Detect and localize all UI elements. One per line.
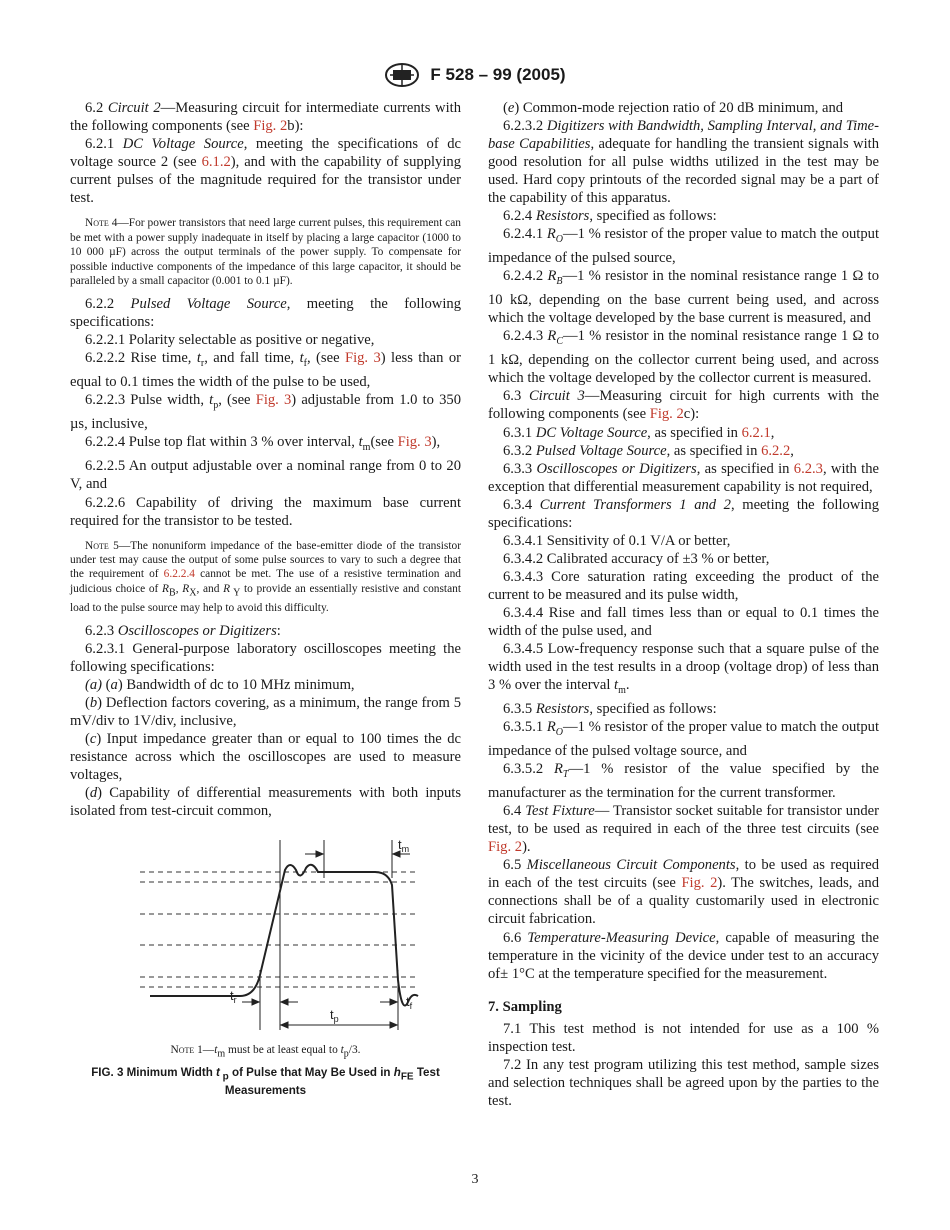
para-6-3-4-2: 6.3.4.2 Calibrated accuracy of ±3 % or better, [503, 550, 770, 567]
label-tf: $t_f$ [406, 994, 413, 1012]
para-6-2-4-1: 6.2.4.1 $R_O—1$ % resistor of the proper value to match the output impedance of the pulsed source, [488, 226, 880, 267]
label-tr: $t_r$ [230, 988, 237, 1006]
para-6-2-2-4: 6.2.2.4 Pulse top flat within 3 % over interval, $t_m(see$ Fig. 3), [85, 434, 441, 454]
item-a: (a) (a) Bandwidth of dc to 10 MHz minimum, [85, 677, 355, 694]
para-7-2: 7.2 In any test program utilizing this test method, sample sizes and selection techniques shall be agreed upon by the parties to the test. [488, 1056, 879, 1109]
xref-fig3[interactable]: Fig. 3 [255, 392, 292, 409]
note-5: Note 5—The nonuniform impedance of the base-emitter diode of the transistor under test may cause the output of some pulse sources to vary to such a degree that the requirement of 6.2.2.4 cannot be met. The use of a resistive termination and judicious choice of $R_B$, $R_X$, and R $_Y$ to provide an essentially resistive and constant load to the pulse source may help to avoid this difficulty. [70, 539, 461, 614]
para-6-2-3-2: 6.2.3.2 Digitizers with Bandwidth, Sampling Interval, and Time-base Capabilities, adequate for handling the transient signals with good resolution for all pulse widths utilized in the test may be used. Hard copy printouts of the recorded signal may be a part of the capability of this apparatus. [488, 118, 879, 207]
label-tp: $t_p$ [330, 1007, 339, 1025]
page-header [0, 62, 950, 88]
xref-6-2-3[interactable]: 6.2.3 [793, 460, 823, 477]
section-7-heading: 7. Sampling [488, 998, 562, 1015]
xref-fig2[interactable]: Fig. 2 [253, 118, 288, 135]
para-6-3-5-2: 6.3.5.2 $R_T—1$ % resistor of the value specified by the manufacturer as the termination for the current transformer. [488, 761, 880, 802]
xref-6-2-1[interactable]: 6.2.1 [741, 424, 771, 441]
para-6-3-4-5: 6.3.4.5 Low-frequency response such that a square pulse of the width used in the test results in a droop (voltage drop) of less than 3 % over the interval $t_m$. [488, 641, 879, 697]
para-6-2-2-3: 6.2.2.3 Pulse width, $t_p$, (see Fig. 3) adjustable from 1.0 to 350 µs, inclusive, [70, 392, 462, 433]
para-6-2-3: 6.2.3 Oscilloscopes or Digitizers: [85, 622, 281, 639]
para-6-2-2: 6.2.2 Pulsed Voltage Source, meeting the following specifications: [70, 296, 461, 331]
para-6-3-3: 6.3.3 Oscilloscopes or Digitizers, as specified in 6.2.3, with the exception that differential measurement capability is not required, [488, 460, 879, 495]
right-column [488, 99, 879, 1110]
xref-fig3[interactable]: Fig. 3 [397, 434, 432, 451]
figure-3 [70, 830, 461, 1098]
xref-fig3[interactable]: Fig. 3 [344, 350, 381, 367]
para-6-3-5: 6.3.5 Resistors, specified as follows: [503, 701, 717, 718]
para-6-3-1: 6.3.1 DC Voltage Source, as specified in 6.2.1, [503, 424, 775, 441]
para-6-5: 6.5 Miscellaneous Circuit Components, to be used as required in each of the test circuits (see Fig. 2). The switches, leads, and connections shall be of a quality customarily used in electronic circuit fabrication. [488, 857, 880, 928]
xref-fig2[interactable]: Fig. 2 [681, 875, 718, 892]
astm-logo [384, 62, 420, 88]
para-6-3-4: 6.3.4 Current Transformers 1 and 2, meeting the following specifications: [488, 496, 879, 531]
para-6-3: 6.3 Circuit 3—Measuring circuit for high currents with the following components (see Fig. 2c): [488, 388, 879, 423]
para-6-2-2-5: 6.2.2.5 An output adjustable over a nominal range from 0 to 20 V, and [70, 458, 461, 493]
xref-6-2-2[interactable]: 6.2.2 [761, 442, 791, 459]
item-d: (d) Capability of differential measurements with both inputs isolated from test-circuit common, [70, 785, 461, 820]
standard-designation: F 528 – 99 (2005) [430, 65, 566, 84]
para-6-2-4: 6.2.4 Resistors, specified as follows: [503, 208, 717, 225]
para-6-3-4-4: 6.3.4.4 Rise and fall times less than or equal to 0.1 times the width of the pulse used, and [488, 604, 879, 640]
page-number: 3 [471, 1172, 479, 1187]
para-6-2-2-6: 6.2.2.6 Capability of driving the maximum base current required for the transistor to be tested. [70, 494, 461, 529]
xref-fig2[interactable]: Fig. 2 [488, 839, 523, 856]
note-4: Note 4—For power transistors that need large current pulses, this requirement can be met with a power supply inadequate in itself by placing a large capacitor (1000 to 10 000 µF) across the output terminals of the power supply. To compensate for possible inductive components of the impedance of this large capacitor, it should be paralleled by a small capacitor (0.001 to 0.1 µF). [70, 217, 461, 287]
figure-note: Note $1—t_m$ must be at least equal to $t_p/3$. [170, 1044, 361, 1060]
para-6-2-4-2: 6.2.4.2 $R_B—1$ % resistor in the nominal resistance range 1 Ω to 10 kΩ, depending on the base current being used, and across which the voltage developed by the base current is measured, and [488, 268, 880, 327]
para-6-3-5-1: 6.3.5.1 $R_O—1$ % resistor of the proper value to match the output impedance of the pulsed voltage source, and [488, 719, 880, 760]
para-6-2: 6.2 Circuit 2—Measuring circuit for intermediate currents with the following components (see Fig. 2b): [70, 100, 461, 135]
xref-6-1-2[interactable]: 6.1.2 [201, 154, 231, 171]
figure-caption: FIG. 3 Minimum Width t $_p$ of Pulse that May Be Used in $h_{FE}$ Test Measurements [91, 1065, 440, 1098]
xref-6-2-2-4[interactable]: 6.2.2.4 [163, 568, 195, 581]
para-6-4: 6.4 Test Fixture— Transistor socket suitable for transistor under test, to be used as required in each of the three test circuits (see Fig. 2). [488, 803, 879, 856]
para-6-2-2-2: 6.2.2.2 Rise time, $t_r$, and fall time, $t_f$, (see Fig. 3) less than or equal to 0.1 times the width of the pulse to be used, [70, 350, 461, 391]
para-6-3-4-3: 6.3.4.3 Core saturation rating exceeding the product of the current to be measured and its pulse width, [488, 568, 879, 603]
pulse-waveform-diagram [130, 830, 420, 1035]
para-6-6: 6.6 Temperature-Measuring Device, capable of measuring the temperature in the vicinity of the device under test to an accuracy of± 1°C at the temperature specified for the measurement. [488, 929, 879, 982]
label-tm: $t_m$ [398, 837, 410, 855]
para-6-2-4-3: 6.2.4.3 $R_C—1$ % resistor in the nominal resistance range 1 Ω to 1 kΩ, depending on the collector current being used, and across which the voltage developed by the collector current is measured. [488, 328, 879, 387]
item-e: (e) Common-mode rejection ratio of 20 dB minimum, and [503, 100, 844, 116]
item-b: (b) Deflection factors covering, as a minimum, the range from 5 mV/div to 1V/div, inclusive, [70, 695, 461, 730]
xref-fig2[interactable]: Fig. 2 [649, 406, 684, 423]
item-c: (c) Input impedance greater than or equal to 100 times the dc resistance across which the oscilloscopes are used to measure voltages, [70, 731, 461, 784]
left-column [70, 99, 461, 1098]
para-6-2-3-1: 6.2.3.1 General-purpose laboratory oscilloscopes meeting the following specifications: [70, 640, 461, 675]
para-6-3-2: 6.3.2 Pulsed Voltage Source, as specified in 6.2.2, [503, 442, 794, 459]
para-7-1: 7.1 This test method is not intended for use as a 100 % inspection test. [488, 1020, 879, 1055]
para-6-3-4-1: 6.3.4.1 Sensitivity of 0.1 V/A or better, [503, 532, 731, 549]
para-6-2-1: 6.2.1 DC Voltage Source, meeting the specifications of dc voltage source 2 (see 6.1.2), and with the capability of supplying current pulses of the magnitude required for the transistor under test. [70, 136, 461, 207]
para-6-2-2-1: 6.2.2.1 Polarity selectable as positive or negative, [85, 332, 375, 349]
